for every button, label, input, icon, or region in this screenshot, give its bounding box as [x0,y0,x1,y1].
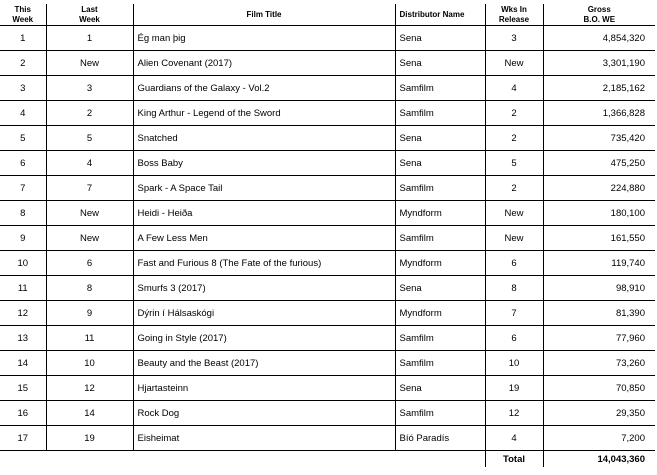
header-last-week: Last Week [46,4,133,26]
wks-in-release-cell: 19 [485,376,543,401]
this-week-cell: 3 [0,76,46,101]
this-week-cell: 10 [0,251,46,276]
wks-in-release-cell: 3 [485,26,543,51]
film-title-cell: Ég man þig [133,26,395,51]
distributor-cell: Sena [395,151,485,176]
distributor-cell: Samfilm [395,226,485,251]
distributor-cell: Myndform [395,301,485,326]
this-week-cell: 13 [0,326,46,351]
last-week-cell: New [46,51,133,76]
table-row [0,426,655,451]
distributor-cell: Sena [395,51,485,76]
last-week-cell: 12 [46,376,133,401]
this-week-cell: 6 [0,151,46,176]
table-row [0,101,655,126]
last-week-cell: 6 [46,251,133,276]
this-week-cell: 8 [0,201,46,226]
header-row [0,4,655,26]
last-week-cell: 1 [46,26,133,51]
film-title-cell: Guardians of the Galaxy - Vol.2 [133,76,395,101]
film-title-cell: Dýrin í Hálsaskógi [133,301,395,326]
this-week-cell: 1 [0,26,46,51]
distributor-cell: Sena [395,26,485,51]
distributor-cell: Myndform [395,201,485,226]
distributor-cell: Sena [395,376,485,401]
gross-cell: 119,740 [543,251,655,276]
wks-in-release-cell: 7 [485,301,543,326]
header-gross: Gross B.O. WE [543,4,655,26]
total-label: Total [485,451,543,468]
film-title-cell: King Arthur - Legend of the Sword [133,101,395,126]
box-office-table [0,4,655,467]
gross-cell: 70,850 [543,376,655,401]
gross-cell: 7,200 [543,426,655,451]
wks-in-release-cell: 5 [485,151,543,176]
table-row [0,176,655,201]
wks-in-release-cell: 4 [485,76,543,101]
distributor-cell: Samfilm [395,351,485,376]
last-week-cell: 4 [46,151,133,176]
this-week-cell: 5 [0,126,46,151]
film-title-cell: Hjartasteinn [133,376,395,401]
header-this-week: This Week [0,4,46,26]
this-week-cell: 17 [0,426,46,451]
last-week-cell: 19 [46,426,133,451]
distributor-cell: Samfilm [395,326,485,351]
this-week-cell: 2 [0,51,46,76]
wks-in-release-cell: New [485,51,543,76]
table-row [0,301,655,326]
gross-cell: 98,910 [543,276,655,301]
last-week-cell: 10 [46,351,133,376]
distributor-cell: Bíó Paradís [395,426,485,451]
last-week-cell: New [46,201,133,226]
film-title-cell: Snatched [133,126,395,151]
film-title-cell: Boss Baby [133,151,395,176]
gross-cell: 475,250 [543,151,655,176]
wks-in-release-cell: 6 [485,251,543,276]
distributor-cell: Samfilm [395,76,485,101]
distributor-cell: Myndform [395,251,485,276]
table-row [0,226,655,251]
gross-cell: 3,301,190 [543,51,655,76]
total-row [0,451,655,468]
this-week-cell: 12 [0,301,46,326]
table-row [0,251,655,276]
header-film-title: Film Title [133,4,395,26]
wks-in-release-cell: 8 [485,276,543,301]
table-row [0,126,655,151]
gross-cell: 4,854,320 [543,26,655,51]
this-week-cell: 7 [0,176,46,201]
this-week-cell: 11 [0,276,46,301]
last-week-cell: 14 [46,401,133,426]
film-title-cell: A Few Less Men [133,226,395,251]
distributor-cell: Samfilm [395,176,485,201]
wks-in-release-cell: 2 [485,126,543,151]
distributor-cell: Sena [395,126,485,151]
film-title-cell: Heidi - Heiða [133,201,395,226]
wks-in-release-cell: New [485,226,543,251]
header-wks-in-release: Wks In Release [485,4,543,26]
wks-in-release-cell: New [485,201,543,226]
gross-cell: 77,960 [543,326,655,351]
this-week-cell: 4 [0,101,46,126]
film-title-cell: Going in Style (2017) [133,326,395,351]
last-week-cell: 7 [46,176,133,201]
table-row [0,26,655,51]
wks-in-release-cell: 4 [485,426,543,451]
last-week-cell: 3 [46,76,133,101]
gross-cell: 735,420 [543,126,655,151]
film-title-cell: Fast and Furious 8 (The Fate of the furious) [133,251,395,276]
last-week-cell: 9 [46,301,133,326]
last-week-cell: New [46,226,133,251]
this-week-cell: 16 [0,401,46,426]
film-title-cell: Eisheimat [133,426,395,451]
table-row [0,276,655,301]
gross-cell: 180,100 [543,201,655,226]
film-title-cell: Beauty and the Beast (2017) [133,351,395,376]
table-row [0,351,655,376]
table-row [0,51,655,76]
film-title-cell: Spark - A Space Tail [133,176,395,201]
table-row [0,326,655,351]
distributor-cell: Sena [395,276,485,301]
last-week-cell: 11 [46,326,133,351]
this-week-cell: 9 [0,226,46,251]
last-week-cell: 2 [46,101,133,126]
header-distributor: Distributor Name [395,4,485,26]
wks-in-release-cell: 6 [485,326,543,351]
table-row [0,76,655,101]
wks-in-release-cell: 10 [485,351,543,376]
distributor-cell: Samfilm [395,101,485,126]
film-title-cell: Smurfs 3 (2017) [133,276,395,301]
gross-cell: 224,880 [543,176,655,201]
gross-cell: 73,260 [543,351,655,376]
gross-cell: 161,550 [543,226,655,251]
distributor-cell: Samfilm [395,401,485,426]
last-week-cell: 8 [46,276,133,301]
total-gross: 14,043,360 [543,451,655,468]
gross-cell: 81,390 [543,301,655,326]
last-week-cell: 5 [46,126,133,151]
table-row [0,201,655,226]
wks-in-release-cell: 2 [485,176,543,201]
film-title-cell: Alien Covenant (2017) [133,51,395,76]
table-row [0,151,655,176]
table-row [0,401,655,426]
gross-cell: 29,350 [543,401,655,426]
wks-in-release-cell: 12 [485,401,543,426]
film-title-cell: Rock Dog [133,401,395,426]
table-row [0,376,655,401]
wks-in-release-cell: 2 [485,101,543,126]
gross-cell: 2,185,162 [543,76,655,101]
this-week-cell: 14 [0,351,46,376]
this-week-cell: 15 [0,376,46,401]
gross-cell: 1,366,828 [543,101,655,126]
